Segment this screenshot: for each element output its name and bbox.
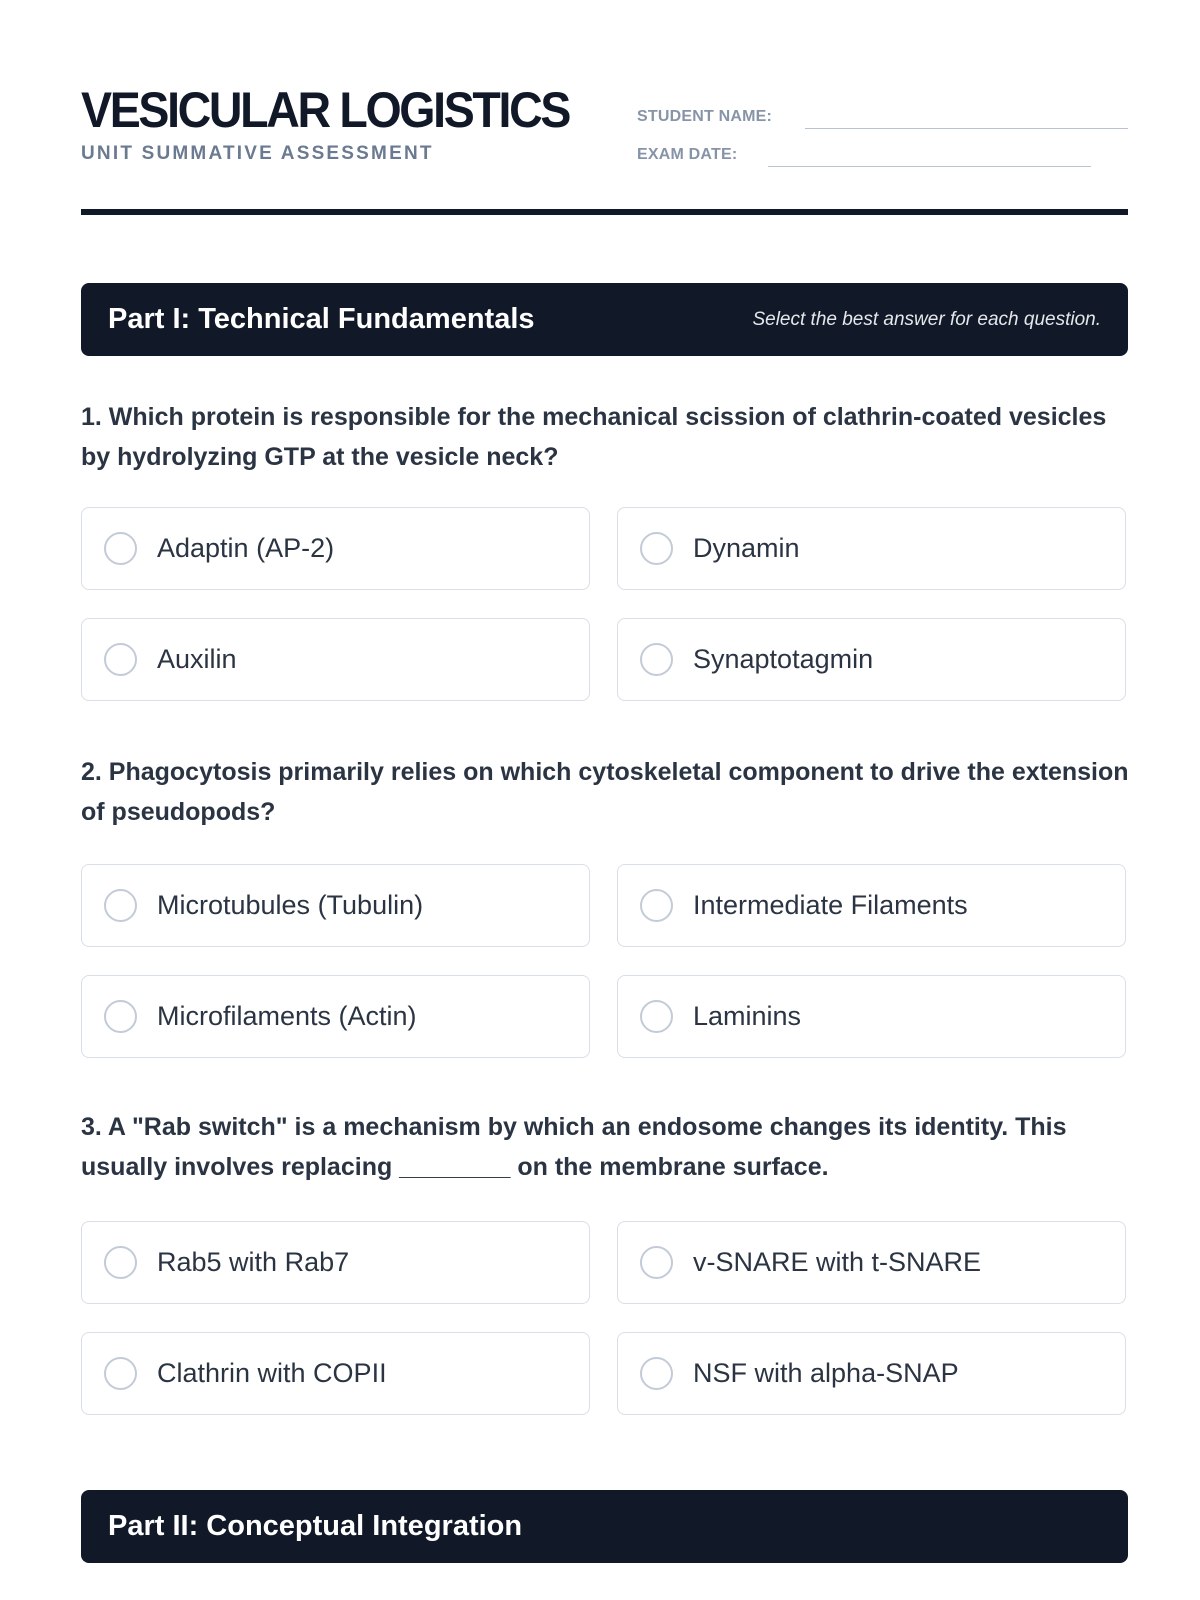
question-2-option-a[interactable] xyxy=(81,864,590,947)
option-label: Laminins xyxy=(693,1001,802,1031)
radio-icon[interactable] xyxy=(640,1000,673,1033)
part1-instruction: Select the best answer for each question. xyxy=(752,308,1101,330)
exam-title: VESICULAR LOGISTICS xyxy=(81,82,570,138)
option-label: NSF with alpha-SNAP xyxy=(693,1358,959,1388)
student-name-label: STUDENT NAME: xyxy=(637,108,773,125)
exam-subtitle: UNIT SUMMATIVE ASSESSMENT xyxy=(81,143,434,164)
part2-title: Part II: Conceptual Integration xyxy=(108,1510,523,1542)
exam-date-label: EXAM DATE: xyxy=(637,146,738,163)
question-3-option-a[interactable] xyxy=(81,1221,590,1304)
question-1-option-b[interactable] xyxy=(617,507,1126,590)
option-label: Microfilaments (Actin) xyxy=(157,1001,417,1031)
question-2-option-b[interactable] xyxy=(617,864,1126,947)
question-1-option-a[interactable] xyxy=(81,507,590,590)
part1-title: Part I: Technical Fundamentals xyxy=(108,303,535,335)
part1-banner xyxy=(81,283,1128,356)
student-name-field[interactable] xyxy=(805,128,1128,129)
question-2-option-d[interactable] xyxy=(617,975,1126,1058)
question-1-option-c[interactable] xyxy=(81,618,590,701)
radio-icon[interactable] xyxy=(640,532,673,565)
exam-date-field[interactable] xyxy=(768,166,1091,167)
question-3-text: 3. A "Rab switch" is a mechanism by which an endosome changes its identity. This usually involves replacing ________ on the membrane surface. xyxy=(81,1113,1067,1181)
header-divider xyxy=(81,209,1128,215)
option-label: Intermediate Filaments xyxy=(693,890,968,920)
radio-icon[interactable] xyxy=(104,643,137,676)
option-label: Dynamin xyxy=(693,533,800,563)
question-3-option-d[interactable] xyxy=(617,1332,1126,1415)
radio-icon[interactable] xyxy=(640,1357,673,1390)
question-2-option-c[interactable] xyxy=(81,975,590,1058)
radio-icon[interactable] xyxy=(104,532,137,565)
part2-banner xyxy=(81,1490,1128,1563)
radio-icon[interactable] xyxy=(104,1357,137,1390)
option-label: Adaptin (AP-2) xyxy=(157,533,335,563)
option-label: Synaptotagmin xyxy=(693,644,874,674)
option-label: v-SNARE with t-SNARE xyxy=(693,1247,982,1277)
radio-icon[interactable] xyxy=(104,1246,137,1279)
option-label: Rab5 with Rab7 xyxy=(157,1247,350,1277)
question-1-option-d[interactable] xyxy=(617,618,1126,701)
option-label: Clathrin with COPII xyxy=(157,1358,387,1388)
option-label: Microtubules (Tubulin) xyxy=(157,890,424,920)
radio-icon[interactable] xyxy=(104,1000,137,1033)
radio-icon[interactable] xyxy=(640,889,673,922)
question-3-option-c[interactable] xyxy=(81,1332,590,1415)
radio-icon[interactable] xyxy=(640,1246,673,1279)
radio-icon[interactable] xyxy=(640,643,673,676)
option-label: Auxilin xyxy=(157,644,237,674)
question-3-option-b[interactable] xyxy=(617,1221,1126,1304)
radio-icon[interactable] xyxy=(104,889,137,922)
question-2-text: 2. Phagocytosis primarily relies on which cytoskeletal component to drive the extension of pseudopods? xyxy=(81,758,1129,826)
question-1-text: 1. Which protein is responsible for the mechanical scission of clathrin-coated vesicles by hydrolyzing GTP at the vesicle neck? xyxy=(81,403,1107,471)
